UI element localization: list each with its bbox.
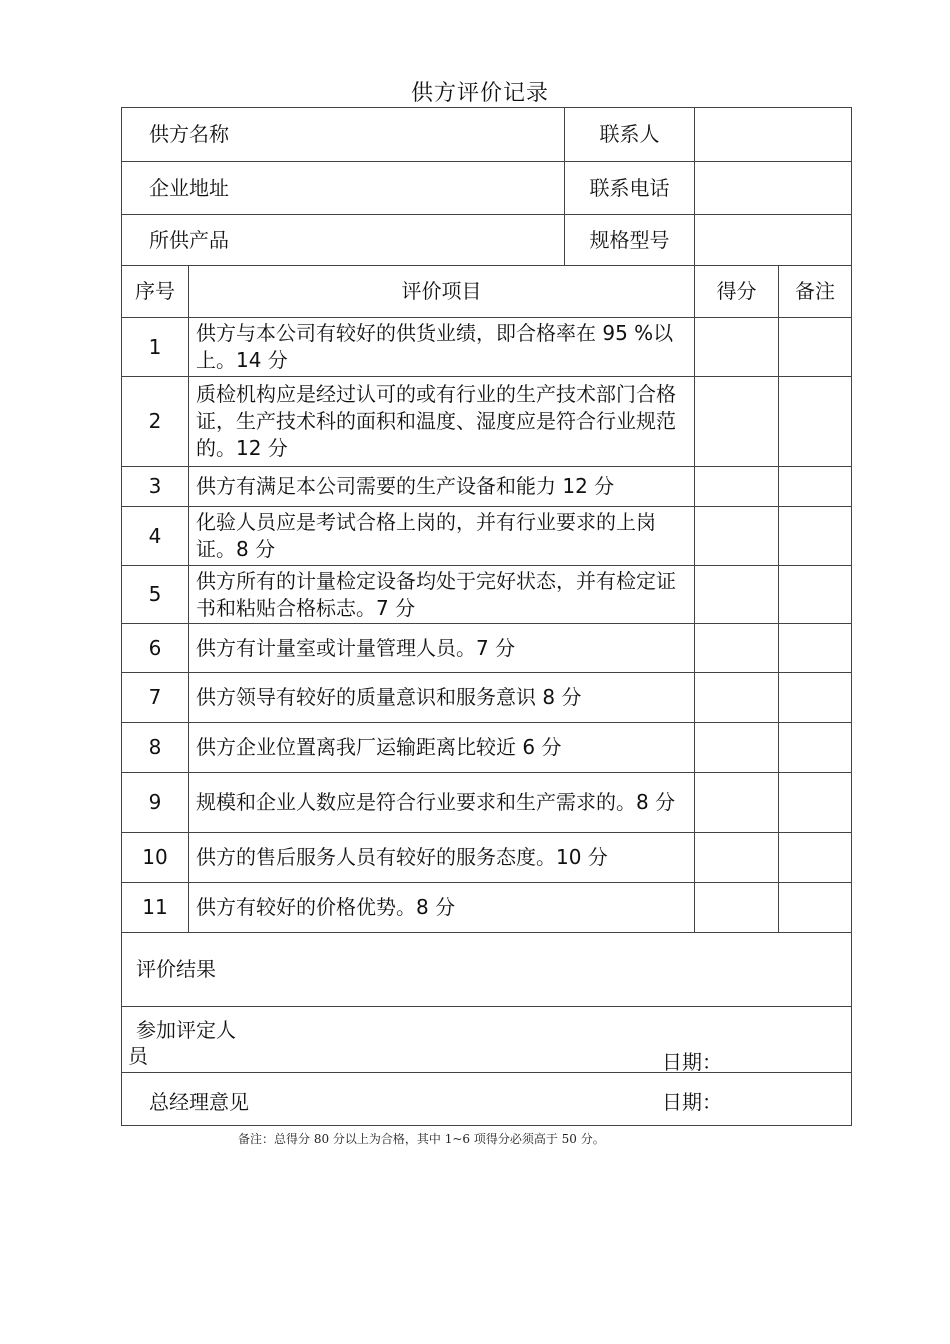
- header-row-products: [122, 215, 852, 266]
- remark-cell[interactable]: [779, 773, 852, 833]
- score-cell[interactable]: [695, 673, 779, 723]
- table-row: [122, 624, 852, 673]
- score-cell[interactable]: [695, 773, 779, 833]
- score-cell[interactable]: [695, 624, 779, 673]
- contact-label: 联系人: [565, 108, 695, 162]
- row-item-text: 质检机构应是经过认可的或有行业的生产技术部门合格证，生产技术科的面积和温度、湿度应是符合行业规范的。12 分: [189, 377, 695, 467]
- remark-cell[interactable]: [779, 723, 852, 773]
- contact-value-cell[interactable]: [695, 108, 852, 162]
- table-row: [122, 723, 852, 773]
- participants-date-label: 日期：: [662, 1050, 722, 1074]
- table-row: [122, 833, 852, 883]
- remark-cell[interactable]: [779, 318, 852, 377]
- row-number: 9: [122, 773, 189, 833]
- participants-label: [128, 1017, 256, 1069]
- score-cell[interactable]: [695, 566, 779, 624]
- phone-value-cell[interactable]: [695, 162, 852, 215]
- row-item-text: 供方所有的计量检定设备均处于完好状态，并有检定证书和粘贴合格标志。7 分: [189, 566, 695, 624]
- row-item-text: 供方领导有较好的质量意识和服务意识 8 分: [189, 673, 695, 723]
- row-item-text: 供方的售后服务人员有较好的服务态度。10 分: [189, 833, 695, 883]
- score-cell[interactable]: [695, 318, 779, 377]
- remark-cell[interactable]: [779, 833, 852, 883]
- table-row: [122, 883, 852, 933]
- score-cell[interactable]: [695, 723, 779, 773]
- table-row: [122, 673, 852, 723]
- participants-row: [122, 1007, 852, 1073]
- row-item-text: 供方与本公司有较好的供货业绩，即合格率在 95 %以上。14 分: [189, 318, 695, 377]
- score-cell[interactable]: [695, 507, 779, 566]
- address-label: 企业地址: [122, 162, 565, 215]
- footnote: 备注：总得分 80 分以上为合格，其中 1~6 项得分必须高于 50 分。: [238, 1132, 605, 1146]
- row-item-text: 规模和企业人数应是符合行业要求和生产需求的。8 分: [189, 773, 695, 833]
- header-row-address: [122, 162, 852, 215]
- row-number: 4: [122, 507, 189, 566]
- row-number: 1: [122, 318, 189, 377]
- table-row: [122, 566, 852, 624]
- col-remark-header: 备注: [779, 266, 852, 318]
- score-cell[interactable]: [695, 467, 779, 507]
- manager-opinion-label: 总经理意见: [149, 1090, 249, 1114]
- participants-label-line1: 参加评定人: [136, 1018, 236, 1042]
- table-row: [122, 377, 852, 467]
- supplier-name-label: 供方名称: [122, 108, 565, 162]
- row-number: 5: [122, 566, 189, 624]
- row-number: 3: [122, 467, 189, 507]
- header-row-supplier: [122, 108, 852, 162]
- manager-cell[interactable]: [122, 1073, 852, 1126]
- row-number: 2: [122, 377, 189, 467]
- participants-cell[interactable]: [122, 1007, 852, 1073]
- page-title: [0, 80, 950, 108]
- table-row: [122, 507, 852, 566]
- evaluation-result-label: 评价结果: [122, 933, 852, 1007]
- title-text: 供方评价记录: [410, 81, 549, 106]
- row-item-text: 供方有计量室或计量管理人员。7 分: [189, 624, 695, 673]
- participants-label-line2: 员: [128, 1044, 148, 1068]
- row-item-text: 化验人员应是考试合格上岗的，并有行业要求的上岗证。8 分: [189, 507, 695, 566]
- manager-date-label: 日期：: [662, 1090, 722, 1114]
- column-header-row: [122, 266, 852, 318]
- result-row: [122, 933, 852, 1007]
- row-number: 6: [122, 624, 189, 673]
- remark-cell[interactable]: [779, 883, 852, 933]
- spec-value-cell[interactable]: [695, 215, 852, 266]
- products-label: 所供产品: [122, 215, 565, 266]
- remark-cell[interactable]: [779, 673, 852, 723]
- score-cell[interactable]: [695, 883, 779, 933]
- supplier-evaluation-table: [121, 107, 852, 1126]
- phone-label: 联系电话: [565, 162, 695, 215]
- remark-cell[interactable]: [779, 377, 852, 467]
- table-row: [122, 467, 852, 507]
- row-item-text: 供方有满足本公司需要的生产设备和能力 12 分: [189, 467, 695, 507]
- score-cell[interactable]: [695, 377, 779, 467]
- row-number: 10: [122, 833, 189, 883]
- score-cell[interactable]: [695, 833, 779, 883]
- manager-row: [122, 1073, 852, 1126]
- remark-cell[interactable]: [779, 467, 852, 507]
- row-number: 7: [122, 673, 189, 723]
- remark-cell[interactable]: [779, 507, 852, 566]
- col-no-header: 序号: [122, 266, 189, 318]
- row-number: 11: [122, 883, 189, 933]
- row-number: 8: [122, 723, 189, 773]
- remark-cell[interactable]: [779, 566, 852, 624]
- col-item-header: 评价项目: [189, 266, 695, 318]
- spec-label: 规格型号: [565, 215, 695, 266]
- remark-cell[interactable]: [779, 624, 852, 673]
- row-item-text: 供方企业位置离我厂运输距离比较近 6 分: [189, 723, 695, 773]
- row-item-text: 供方有较好的价格优势。8 分: [189, 883, 695, 933]
- col-score-header: 得分: [695, 266, 779, 318]
- table-row: [122, 773, 852, 833]
- table-row: [122, 318, 852, 377]
